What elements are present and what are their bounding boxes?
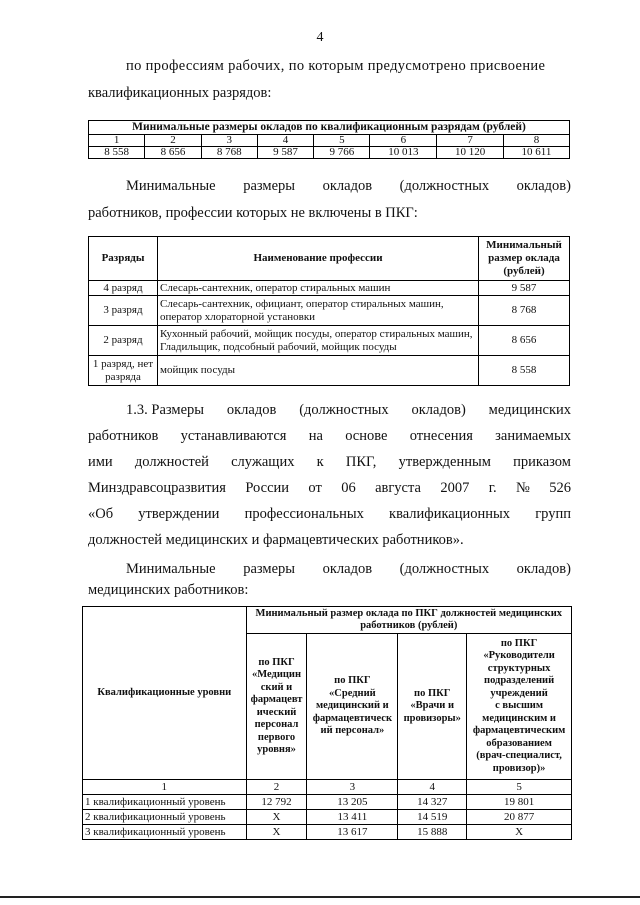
table1-caption: Минимальные размеры окладов по квалификационным разрядам (рублей): [89, 121, 570, 135]
profession-cell: Слесарь-сантехник, оператор стиральных машин: [158, 281, 479, 296]
word: августа: [375, 480, 421, 496]
word: квалификационных: [389, 506, 511, 522]
header-line: персонал: [254, 719, 299, 730]
value-cell: 19 801: [467, 795, 572, 810]
value-cell: Х: [246, 825, 307, 840]
word: (должностных: [299, 402, 389, 418]
header-line: медицинский и: [316, 700, 389, 712]
value-cell: 20 877: [467, 810, 572, 825]
medical-salary-table: [82, 606, 572, 840]
word: занимаемых: [495, 428, 571, 444]
grade-cell: 4: [257, 135, 313, 147]
word: окладов): [411, 402, 466, 418]
header-line: по ПКГ: [500, 637, 538, 649]
word: основе: [345, 428, 388, 444]
word: утвержденным: [398, 454, 491, 470]
word: служащих: [231, 454, 295, 470]
table3-number-row: [83, 780, 572, 795]
word: «Об: [88, 506, 114, 522]
salary-cell: 9 587: [479, 281, 570, 296]
table-row: [89, 326, 570, 356]
page-number: 4: [316, 30, 324, 45]
word: 1.3. Размеры: [126, 402, 205, 418]
word: Минимальные: [126, 178, 216, 194]
table-row: [89, 281, 570, 296]
para3-line-1: [126, 402, 571, 419]
header-line: по ПКГ: [258, 656, 295, 668]
word: профессиональных: [244, 506, 364, 522]
word: на: [308, 428, 323, 444]
header-group: Минимальный размер оклада по ПКГ должностей медицинских работников (рублей): [246, 607, 571, 634]
header-line: уровня»: [257, 744, 296, 755]
salary-cell: 10 611: [503, 147, 569, 159]
header-pkg-2: [307, 634, 398, 780]
column-number: 4: [398, 780, 467, 795]
header-line: провизоры»: [403, 712, 461, 724]
para2-line-2: работников, профессии которых не включены в ПКГ:: [88, 205, 418, 221]
value-cell: 12 792: [246, 795, 307, 810]
word: размеры: [243, 561, 296, 577]
header-pkg-1: [246, 634, 307, 780]
column-number: 3: [307, 780, 398, 795]
para3-line-6: должностей медицинских и фармацевтических работников».: [88, 532, 464, 548]
table1-value-row: [89, 147, 570, 159]
header-line: ий персонал»: [320, 725, 385, 737]
para3-line-3: [88, 454, 571, 471]
salary-cell: 8 656: [479, 326, 570, 356]
value-cell: 13 205: [307, 795, 398, 810]
table-row: [83, 795, 572, 810]
word: 2007: [440, 480, 470, 496]
grade-cell: 2: [145, 135, 201, 147]
word: ими: [88, 454, 113, 470]
para4-line-1: [126, 561, 571, 578]
header-line: (врач-специалист,: [476, 750, 562, 762]
grade-cell: 3: [201, 135, 257, 147]
word: Минздравсоцразвития: [88, 480, 226, 496]
value-cell: Х: [467, 825, 572, 840]
profession-cell: Слесарь-сантехник, официант, оператор стиральных машин, оператор хлораторной установки: [158, 296, 479, 326]
grade-cell: 2 разряд: [89, 326, 158, 356]
salary-cell: 8 558: [89, 147, 145, 159]
table-row: [89, 356, 570, 386]
grade-cell: 5: [314, 135, 370, 147]
profession-cell: мойщик посуды: [158, 356, 479, 386]
header-line: первого: [257, 731, 296, 743]
salary-cell: 9 766: [314, 147, 370, 159]
level-cell: 1 квалификационный уровень: [83, 795, 247, 810]
header-line: «Врачи и: [410, 700, 454, 712]
profession-cell: Кухонный рабочий, мойщик посуды, оператор стиральных машин, Гладильщик, подсобный рабочий, мойщик посуды: [158, 326, 479, 356]
word: г.: [488, 480, 497, 496]
table1-grade-row: [89, 135, 570, 147]
level-cell: 3 квалификационный уровень: [83, 825, 247, 840]
header-line: образованием: [486, 737, 552, 749]
value-cell: 14 327: [398, 795, 467, 810]
header-pkg-3: [398, 634, 467, 780]
header-line: провизор)»: [492, 762, 546, 774]
salary-cell: 10 120: [437, 147, 504, 159]
column-number: 5: [467, 780, 572, 795]
header-line: подразделений: [484, 675, 555, 687]
word: должностей: [134, 454, 209, 470]
value-cell: 13 617: [307, 825, 398, 840]
word: утверждении: [138, 506, 220, 522]
table-row: [83, 810, 572, 825]
header-line: медицинским и: [482, 712, 556, 724]
value-cell: 14 519: [398, 810, 467, 825]
header-line: с высшим: [495, 700, 544, 712]
grades-salary-table: [88, 120, 570, 159]
word: окладов: [322, 561, 373, 577]
word: окладов): [516, 178, 571, 194]
salary-cell: 8 656: [145, 147, 201, 159]
header-grade: Разряды: [89, 237, 158, 281]
grade-cell: 6: [370, 135, 437, 147]
header-line: «Руководители: [483, 650, 555, 662]
word: медицинских: [488, 402, 571, 418]
grade-cell: 7: [437, 135, 504, 147]
header-line: «Медицин: [251, 669, 302, 680]
word: Минимальные: [126, 561, 216, 577]
word: размеры: [243, 178, 296, 194]
header-line: фармацевтическ: [312, 712, 393, 724]
word: №: [516, 480, 530, 496]
header-profession: Наименование профессии: [158, 237, 479, 281]
header-line: «Средний: [329, 687, 376, 699]
header-line: учреждений: [490, 687, 548, 699]
para3-line-4: [88, 480, 571, 497]
header-pkg-4: [467, 634, 572, 780]
level-cell: 2 квалификационный уровень: [83, 810, 247, 825]
header-line: фармацевтическим: [472, 725, 566, 737]
word: (должностных: [399, 178, 490, 194]
header-qual-levels: Квалификационные уровни: [83, 607, 247, 780]
table2-header-row: [89, 237, 570, 281]
grade-cell: 3 разряд: [89, 296, 158, 326]
grade-cell: 1 разряд, нет разряда: [89, 356, 158, 386]
para2-line-1: [126, 178, 571, 195]
word: устанавливаются: [180, 428, 287, 444]
word: отнесения: [409, 428, 473, 444]
word: работников: [88, 428, 159, 444]
header-line: ический: [256, 706, 297, 718]
table-row: [89, 296, 570, 326]
page-bottom-rule: [0, 896, 640, 898]
value-cell: 15 888: [398, 825, 467, 840]
header-line: фармацевт: [250, 694, 303, 705]
grade-cell: 1: [89, 135, 145, 147]
column-number: 1: [83, 780, 247, 795]
para3-line-2: [88, 428, 571, 445]
header-line: ский и: [260, 681, 293, 693]
salary-cell: 8 558: [479, 356, 570, 386]
grade-cell: 8: [503, 135, 569, 147]
word: 526: [549, 480, 571, 496]
value-cell: Х: [246, 810, 307, 825]
word: окладов: [226, 402, 277, 418]
intro-text-1: по профессиям рабочих, по которым предусмотрено присвоение: [126, 58, 546, 74]
column-number: 2: [246, 780, 307, 795]
word: (должностных: [399, 561, 490, 577]
word: от: [308, 480, 322, 496]
word: приказом: [513, 454, 571, 470]
header-line: по ПКГ: [414, 687, 451, 699]
salary-cell: 10 013: [370, 147, 437, 159]
header-salary: Минимальный размер оклада (рублей): [479, 237, 570, 281]
intro-line-1: [126, 58, 571, 75]
table3-header-row-1: [83, 607, 572, 634]
grade-cell: 4 разряд: [89, 281, 158, 296]
salary-cell: 8 768: [201, 147, 257, 159]
table-row: [83, 825, 572, 840]
intro-line-2: квалификационных разрядов:: [88, 85, 272, 101]
word: России: [245, 480, 290, 496]
word: окладов): [516, 561, 571, 577]
para3-line-5: [88, 506, 571, 523]
header-line: структурных: [487, 662, 551, 674]
word: к: [316, 454, 324, 470]
word: 06: [341, 480, 356, 496]
professions-table: [88, 236, 570, 386]
salary-cell: 9 587: [257, 147, 313, 159]
header-line: по ПКГ: [334, 675, 371, 687]
word: окладов: [322, 178, 373, 194]
value-cell: 13 411: [307, 810, 398, 825]
para4-line-2: медицинских работников:: [88, 582, 249, 598]
word: групп: [535, 506, 571, 522]
word: ПКГ,: [345, 454, 377, 470]
salary-cell: 8 768: [479, 296, 570, 326]
